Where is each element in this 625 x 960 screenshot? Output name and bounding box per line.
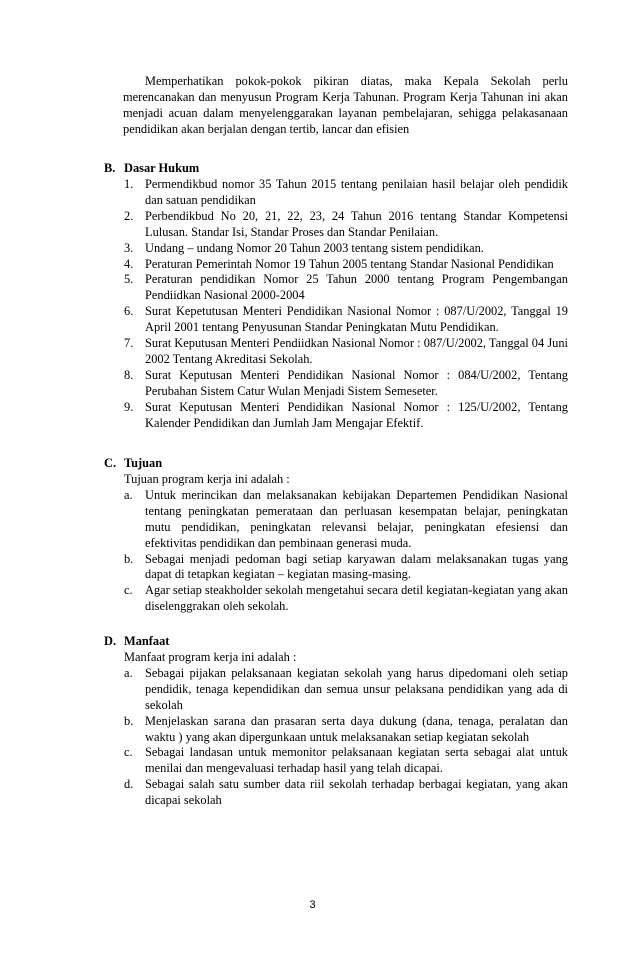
section-lead: Tujuan program kerja ini adalah : [124, 472, 290, 486]
section-heading [104, 161, 568, 177]
dasar-hukum-list [124, 177, 568, 432]
list-item: d. Sebagai salah satu sumber data riil sekolah terhadap berbagai kegiatan, yang akan dicapai sekolah [124, 777, 568, 808]
section-letter: B. [104, 161, 116, 175]
section-dasar-hukum [104, 161, 568, 432]
list-item: 2. Perbendikbud No 20, 21, 22, 23, 24 Tahun 2016 tentang Standar Kompetensi Lulusan. Standar Isi, Standar Proses dan Standar Penilaian. [124, 208, 568, 239]
list-item: 1. Permendikbud nomor 35 Tahun 2015 tentang penilaian hasil belajar oleh pendidik dan satuan pendidikan [124, 177, 568, 207]
section-manfaat [104, 634, 568, 809]
section-tujuan [104, 456, 568, 615]
section-heading [104, 634, 568, 650]
tujuan-list [124, 488, 568, 615]
section-letter: D. [104, 634, 117, 648]
section-title: Dasar Hukum [124, 161, 200, 175]
list-item: 8. Surat Keputusan Menteri Pendidikan Nasional Nomor : 084/U/2002, Tentang Perubahan Sistem Catur Wulan Menjadi Sistem Semeseter. [124, 367, 568, 398]
list-item: b. Menjelaskan sarana dan prasaran serta daya dukung (dana, tenaga, peralatan dan waktu ) yang akan dipergunkaan untuk melaksanakan setiap kegiatan sekolah [124, 713, 568, 744]
section-title: Tujuan [124, 456, 163, 470]
list-item: 3. Undang – undang Nomor 20 Tahun 2003 tentang sistem pendidikan. [124, 240, 484, 255]
section-heading [104, 456, 568, 472]
list-item: c. Sebagai landasan untuk memonitor pelaksanaan kegiatan serta sebagai alat untuk menilai dan mengevaluasi terhadap hasil yang telah dicapai. [124, 745, 568, 776]
page-number: 3 [309, 899, 316, 911]
list-item: b. Sebagai menjadi pedoman bagi setiap karyawan dalam melaksanakan tugas yang dapat di tetapkan kegiatan – kegiatan masing-masing. [124, 551, 568, 582]
intro-paragraph: Memperhatikan pokok-pokok pikiran diatas, maka Kepala Sekolah perlu merencanakan dan menyusun Program Kerja Tahunan. Program Kerja Tahunan ini akan menjadi acuan dalam menyelenggarakan layanan pembelajaran, sehigga pelakasanaan pendidikan akan berjalan dengan tertib, lancar dan efisien [123, 74, 568, 136]
list-item: 6. Surat Kepetutusan Menteri Pendidikan Nasional Nomor : 087/U/2002, Tanggal 19 April 2001 tentang Penyusunan Standar Peningkatan Mutu Pendidikan. [124, 304, 568, 335]
manfaat-list [124, 666, 568, 809]
list-item: 7. Surat Keputusan Menteri Pendiidkan Nasional Nomor : 087/U/2002, Tanggal 04 Juni 2002 Tentang Akreditasi Sekolah. [124, 336, 568, 366]
list-item: a. Sebagai pijakan pelaksanaan kegiatan sekolah yang harus dipedomani oleh setiap pendidik, tenaga kependidikan dan semua unsur pelaksana pendidikan yang ada di sekolah [124, 665, 568, 712]
list-item: 9. Surat Keputusan Menteri Pendidikan Nasional Nomor : 125/U/2002, Tentang Kalender Pendidikan dan Jumlah Jam Mengajar Efektif. [124, 399, 568, 430]
list-item: 5. Peraturan pendidikan Nomor 25 Tahun 2000 tentang Program Pengembangan Pendiidkan Nasional 2000-2004 [124, 272, 568, 303]
list-item: 4. Peraturan Pemerintah Nomor 19 Tahun 2005 tentang Standar Nasional Pendidikan [124, 256, 554, 271]
list-item: a. Untuk merincikan dan melaksanakan kebijakan Departemen Pendidikan Nasional tentang peningkatan pemerataan dan perluasan kesempatan belajar, peningkatan mutu pendidikan, peningkatan relevansi belajar, peningkatan efesiensi dan efektivitas pendidikan dan pembinaan generasi muda. [124, 487, 568, 550]
section-letter: C. [104, 456, 117, 470]
list-item: c. Agar setiap steakholder sekolah mengetahui secara detil kegiatan-kegiatan yang akan diselenggrakan oleh sekolah. [124, 583, 568, 614]
section-lead: Manfaat program kerja ini adalah : [124, 650, 297, 664]
section-title: Manfaat [124, 634, 170, 648]
